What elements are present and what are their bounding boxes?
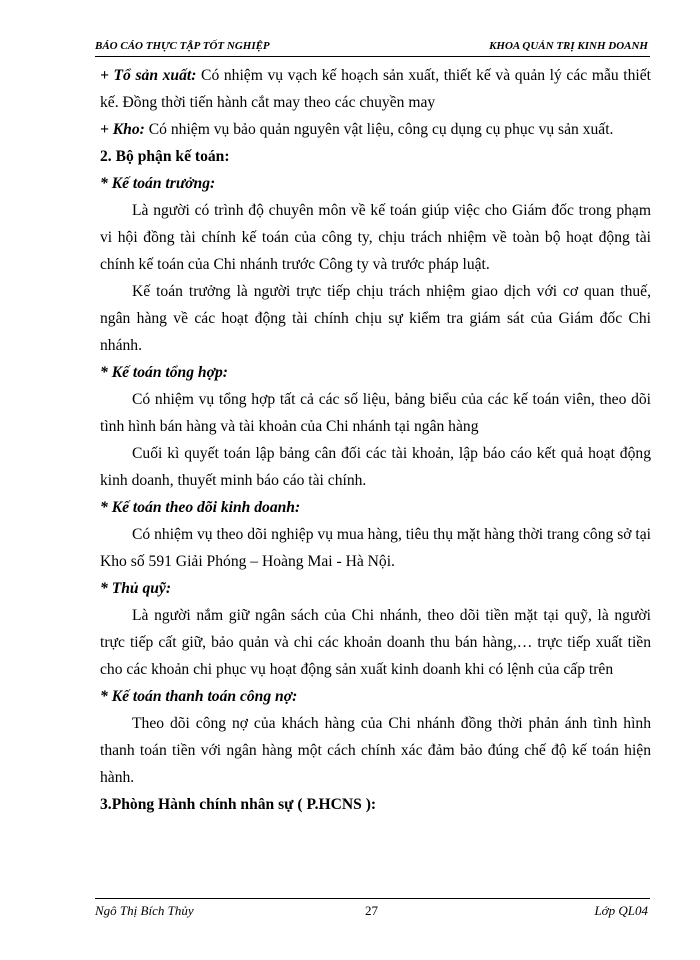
paragraph-general-accountant-1: Có nhiệm vụ tổng hợp tất cả các số liệu, bảng biểu của các kế toán viên, theo dõi tình hình bán hàng và tài khoản của Chi nhánh tại ngân hàng [100,391,651,435]
label-warehouse: + Kho: [100,121,145,138]
paragraph-general-accountant-2: Cuối kì quyết toán lập bảng cân đối các tài khoản, lập báo cáo kết quả hoạt động kinh doanh, thuyết minh báo cáo tài chính. [100,445,651,489]
footer-page-number: 27 [365,903,378,918]
header-faculty: KHOA QUẢN TRỊ KINH DOANH [489,40,648,52]
subheading-debt-accountant: * Kế toán thanh toán công nợ: [100,688,298,705]
subheading-business-accountant: * Kế toán theo dõi kinh doanh: [100,499,301,516]
subheading-chief-accountant: * Kế toán trưởng: [100,175,216,192]
page-header [95,38,650,57]
subheading-treasurer: * Thủ quỹ: [100,580,172,597]
header-report-title: BÁO CÁO THỰC TẬP TỐT NGHIỆP [95,40,270,52]
paragraph-production-team [100,62,651,116]
paragraph-chief-accountant-1: Là người có trình độ chuyên môn về kế toán giúp việc cho Giám đốc trong phạm vi hội đồng tài chính kế toán của công ty, chịu trách nhiệm về toàn bộ hoạt động tài chính kế toán của Chi nhánh trước Công ty và trước pháp luật. [100,202,651,273]
page-footer [95,898,650,921]
label-production-team: + Tổ sản xuất: [100,67,197,84]
paragraph-business-accountant: Có nhiệm vụ theo dõi nghiệp vụ mua hàng, tiêu thụ mặt hàng thời trang công sở tại Kho số 591 Giải Phóng – Hoàng Mai - Hà Nội. [100,526,651,570]
text-warehouse: Có nhiệm vụ bảo quản nguyên vật liệu, công cụ dụng cụ phục vụ sản xuất. [144,121,614,138]
paragraph-warehouse [100,116,651,143]
footer-class: Lớp QL04 [594,903,648,918]
footer-author: Ngô Thị Bích Thủy [95,903,194,918]
paragraph-chief-accountant-2: Kế toán trưởng là người trực tiếp chịu trách nhiệm giao dịch với cơ quan thuế, ngân hàng về các hoạt động tài chính chịu sự kiểm tra giám sát của Giám đốc Chi nhánh. [100,283,651,354]
subheading-general-accountant: * Kế toán tổng hợp: [100,364,228,381]
paragraph-debt-accountant: Theo dõi công nợ của khách hàng của Chi nhánh đồng thời phản ánh tình hình thanh toán tiền với ngân hàng một cách chính xác đảm bảo đúng chế độ kế toán hiện hành. [100,715,651,786]
page-content [100,62,651,818]
text-production-team: Có nhiệm vụ vạch kế hoạch sản xuất, thiết kế và quản lý các mẫu thiết kế. Đồng thời tiến hành cắt may theo các chuyền may [100,67,652,111]
heading-hr-dept: 3.Phòng Hành chính nhân sự ( P.HCNS ): [100,796,377,813]
paragraph-treasurer: Là người nắm giữ ngân sách của Chi nhánh, theo dõi tiền mặt tại quỹ, là người trực tiếp cất giữ, bảo quản và chi các khoản doanh thu bán hàng,… trực tiếp xuất tiền cho các khoản chi phục vụ hoạt động sản xuất kinh doanh khi có lệnh của cấp trên [100,607,651,678]
heading-accounting-dept: 2. Bộ phận kế toán: [100,148,230,165]
